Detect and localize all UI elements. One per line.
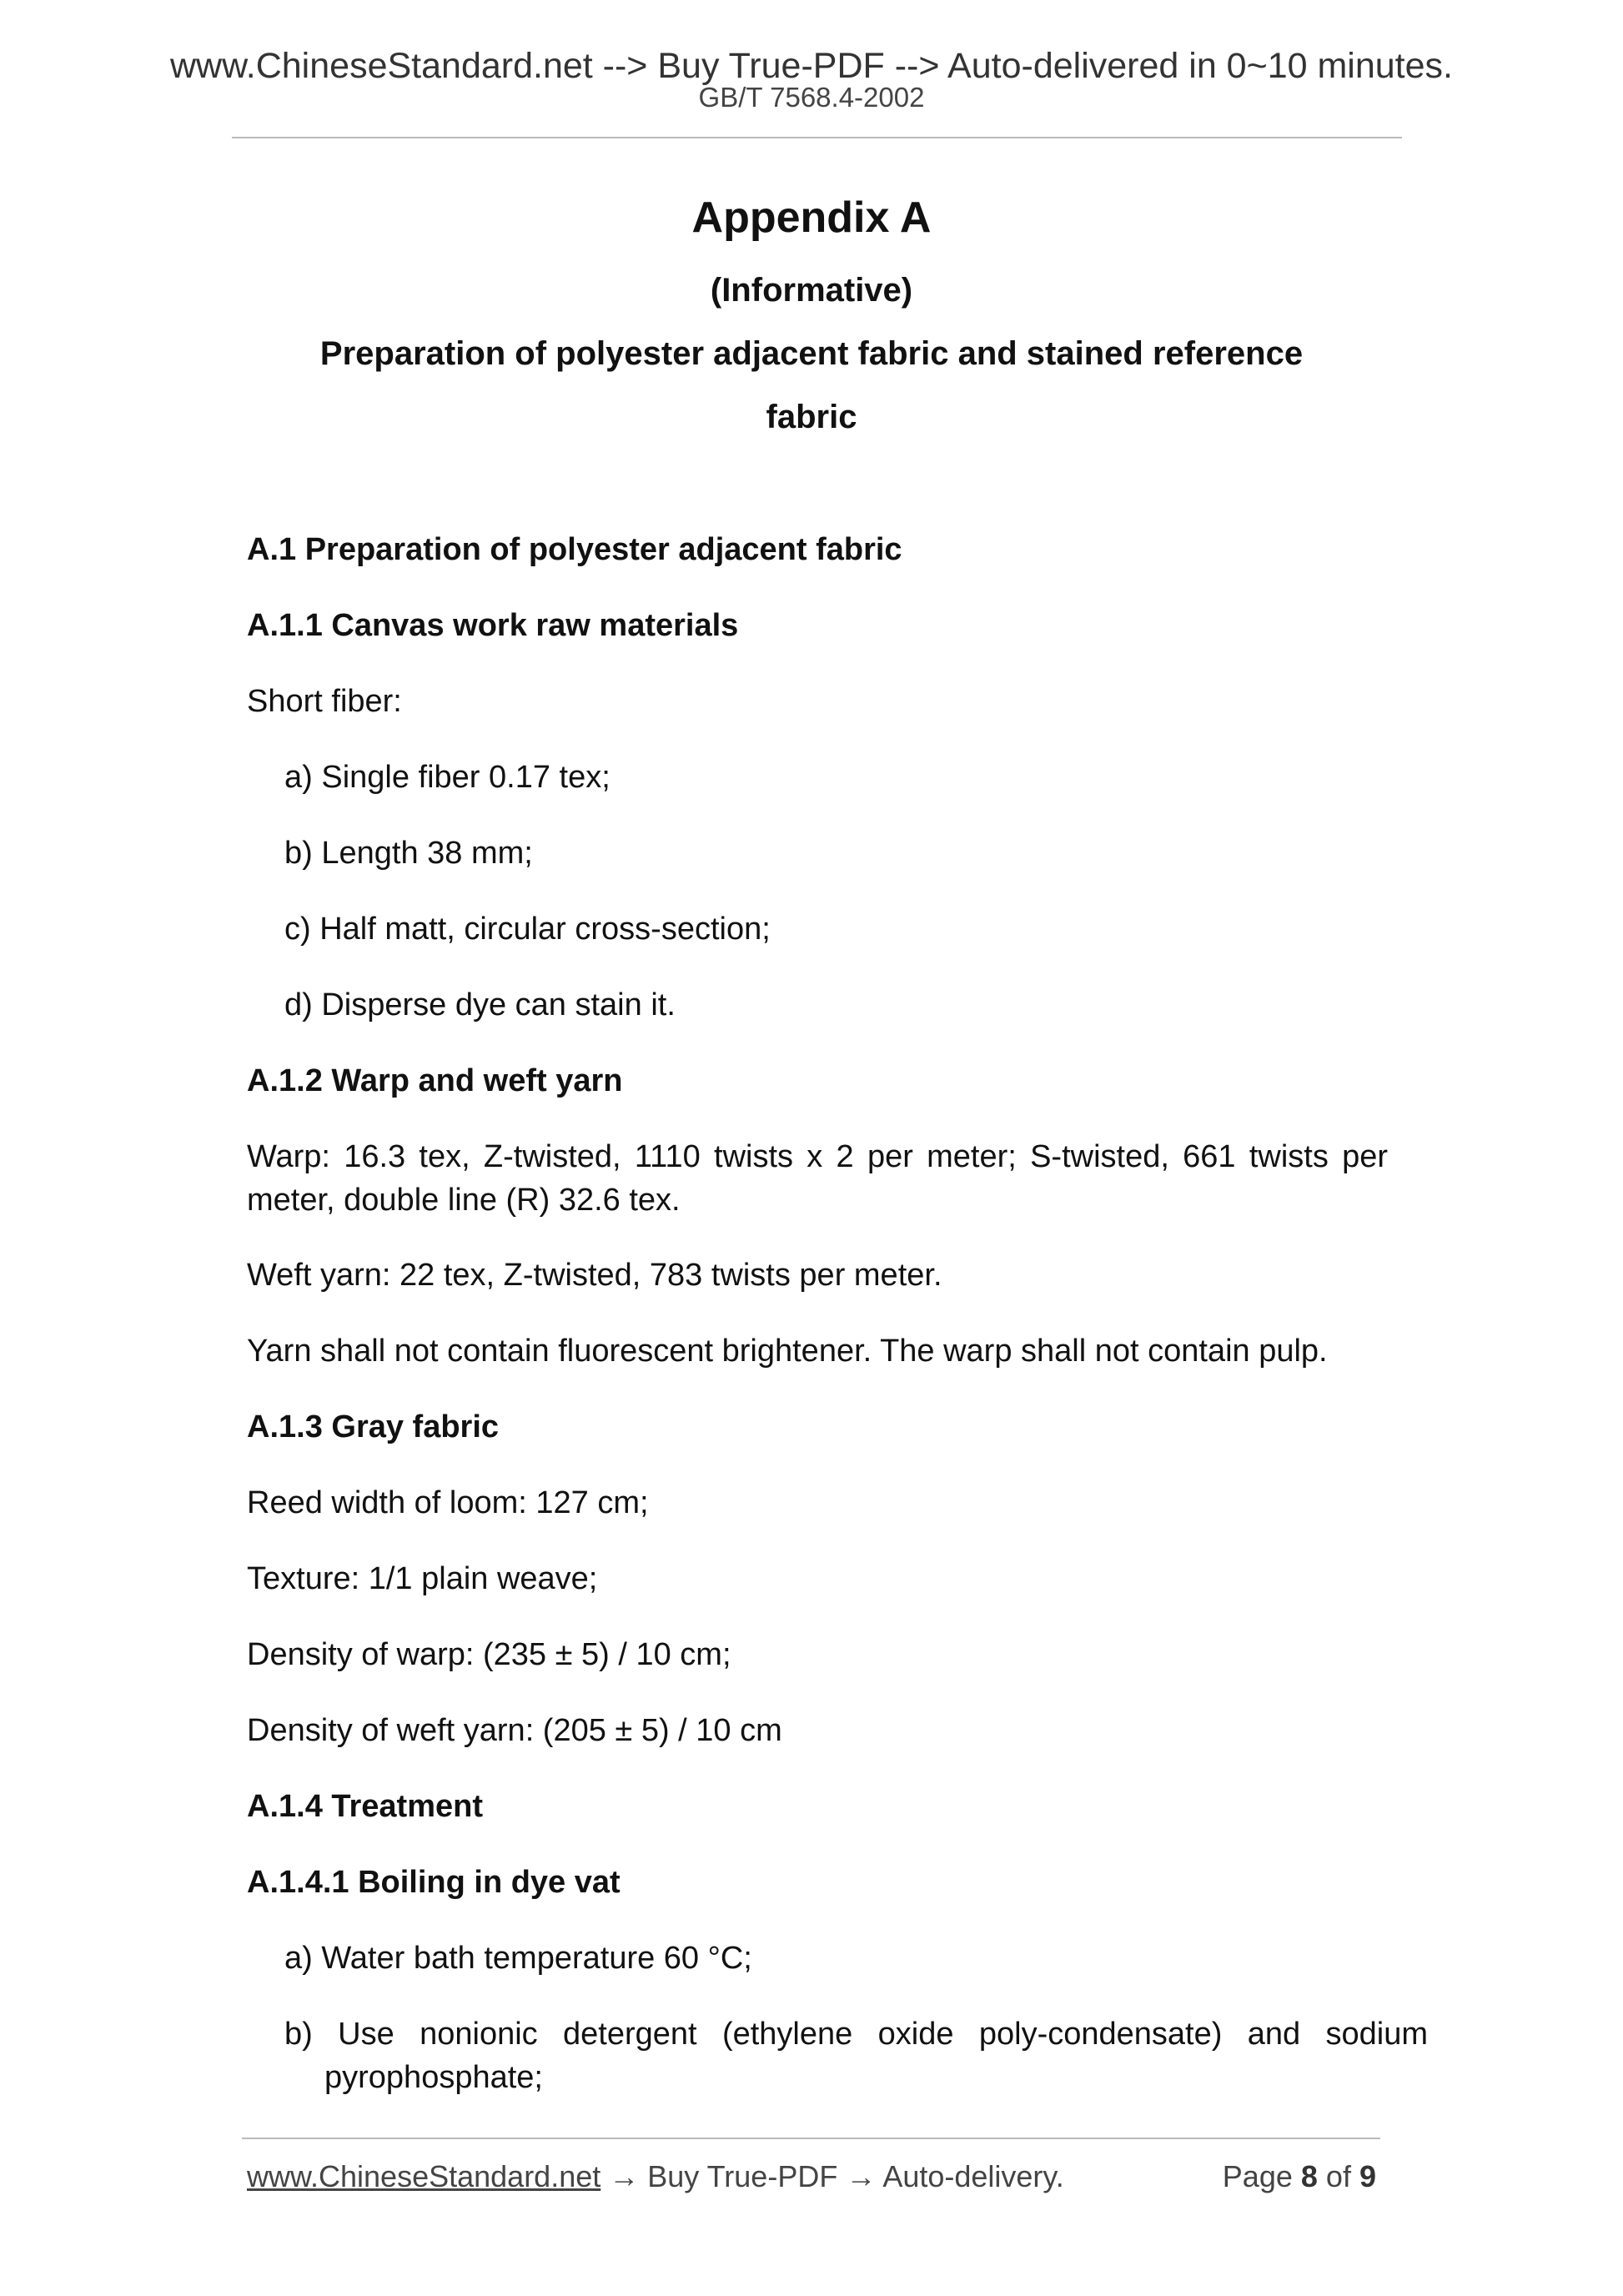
footer-promo-text: → Buy True-PDF → Auto-delivery. xyxy=(600,2159,1064,2193)
page-label: Page xyxy=(1222,2159,1293,2193)
section-a14-heading: A.1.4 Treatment xyxy=(247,1789,483,1824)
header-divider xyxy=(232,137,1402,138)
footer-divider xyxy=(242,2138,1380,2139)
warp-paragraph: Warp: 16.3 tex, Z-twisted, 1110 twists x 2 per meter; S-twisted, 661 twists per meter, double line (R) 32.6 tex. xyxy=(247,1139,1388,1218)
fiber-item: c) Half matt, circular cross-section; xyxy=(284,912,771,947)
appendix-heading-line2: fabric xyxy=(766,399,857,435)
section-a13-heading: A.1.3 Gray fabric xyxy=(247,1409,500,1444)
section-a141-heading: A.1.4.1 Boiling in dye vat xyxy=(247,1865,621,1900)
yarn-note-paragraph: Yarn shall not contain fluorescent brightener. The warp shall not contain pulp. xyxy=(247,1334,1328,1369)
treatment-item: a) Water bath temperature 60 °C; xyxy=(284,1941,752,1976)
short-fiber-label: Short fiber: xyxy=(247,684,402,719)
weft-paragraph: Weft yarn: 22 tex, Z-twisted, 783 twists per meter. xyxy=(247,1258,942,1293)
fiber-item: d) Disperse dye can stain it. xyxy=(284,987,676,1022)
treatment-item: b) Use nonionic detergent (ethylene oxide poly-condensate) and sodium pyrophosphate; xyxy=(284,2017,1428,2095)
top-banner: www.ChineseStandard.net --> Buy True-PDF --> Auto-delivered in 0~10 minutes. xyxy=(169,46,1453,86)
texture: Texture: 1/1 plain weave; xyxy=(247,1561,598,1596)
fiber-item: b) Length 38 mm; xyxy=(284,836,533,871)
section-a11-heading: A.1.1 Canvas work raw materials xyxy=(247,608,739,643)
footer-website-link[interactable]: www.ChineseStandard.net xyxy=(247,2159,601,2193)
appendix-title: Appendix A xyxy=(691,193,932,242)
density-weft: Density of weft yarn: (205 ± 5) / 10 cm xyxy=(247,1713,782,1748)
fiber-item: a) Single fiber 0.17 tex; xyxy=(284,760,611,795)
density-warp: Density of warp: (235 ± 5) / 10 cm; xyxy=(247,1637,731,1672)
appendix-heading-line1: Preparation of polyester adjacent fabric and stained reference xyxy=(319,335,1304,372)
section-a1-heading: A.1 Preparation of polyester adjacent fabric xyxy=(247,532,902,567)
standard-code: GB/T 7568.4-2002 xyxy=(698,82,925,113)
page-of: of xyxy=(1325,2159,1351,2193)
reed-width: Reed width of loom: 127 cm; xyxy=(247,1485,649,1520)
appendix-type: (Informative) xyxy=(710,272,913,309)
section-a12-heading: A.1.2 Warp and weft yarn xyxy=(247,1063,623,1098)
footer-promo xyxy=(247,2158,1064,2195)
page-total: 9 xyxy=(1359,2159,1376,2193)
page-current: 8 xyxy=(1300,2159,1318,2193)
page-number xyxy=(1201,2158,1376,2195)
